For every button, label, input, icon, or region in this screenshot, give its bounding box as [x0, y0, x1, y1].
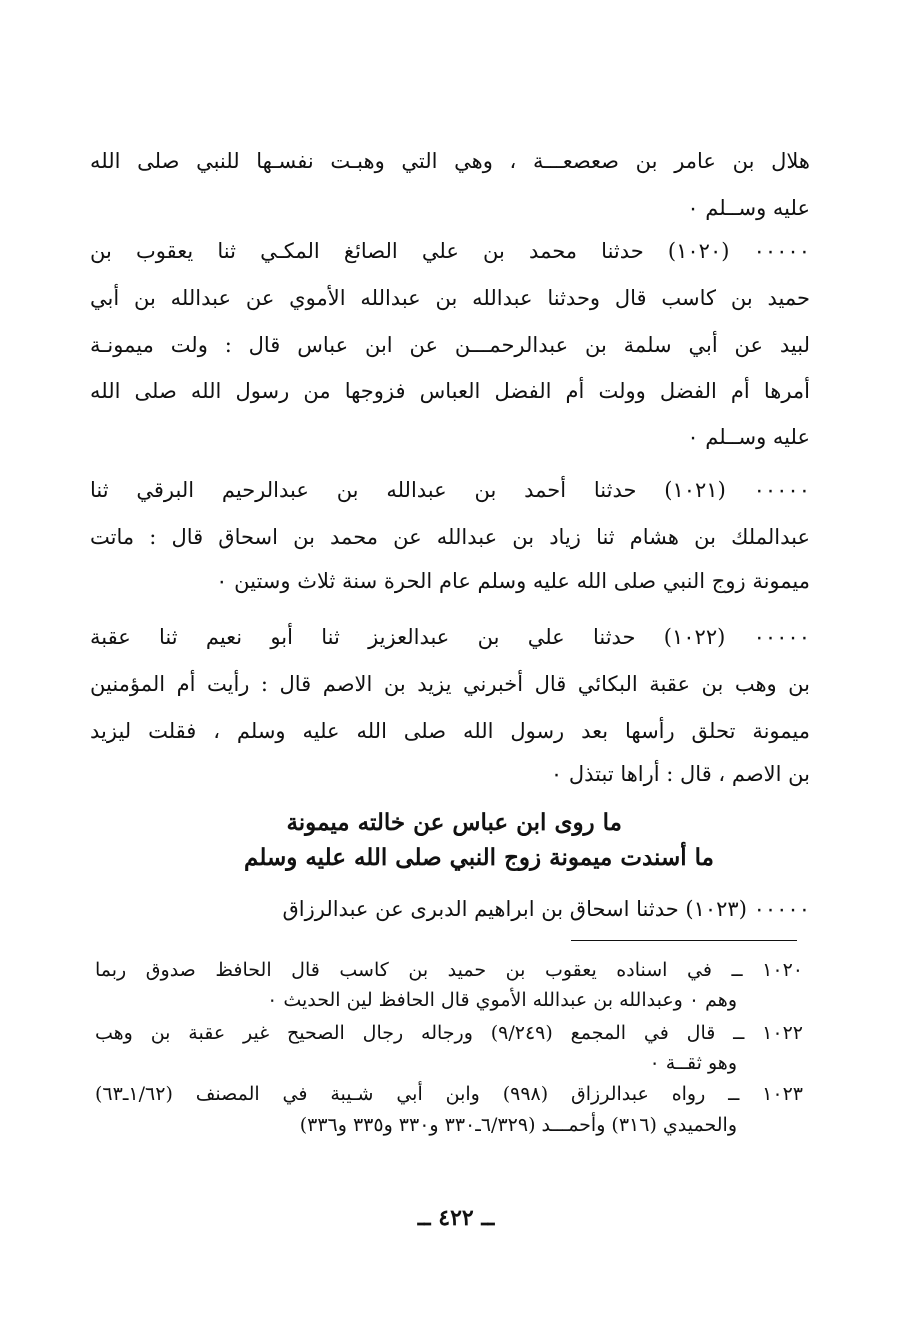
body-line: ميمونة تحلق رأسها بعد رسول الله صلى الله عليه وسلم ، فقلت ليزيد [90, 719, 810, 743]
body-line: أمرها أم الفضل وولت أم الفضل العباس فزوجها من رسول الله صلى الله [90, 379, 810, 403]
body-line: ٠٠٠٠٠ (١٠٢٢) حدثنا علي بن عبدالعزيز ثنا أبو نعيم ثنا عقبة [90, 625, 810, 649]
page-number: ــ ٤٢٢ ــ [417, 1205, 495, 1231]
footnote-separator [571, 940, 797, 941]
footnote-line: ١٠٢٣ ــ رواه عبدالرزاق (٩٩٨) وابن أبي شـيبة في المصنف (١/٦٢ـ٦٣) [95, 1083, 803, 1105]
body-line: ميمونة زوج النبي صلى الله عليه وسلم عام الحرة سنة ثلاث وستين ٠ [216, 569, 810, 593]
body-line: حميد بن كاسب قال وحدثنا عبدالله بن عبدالله الأموي عن عبدالله بن أبي [90, 286, 810, 310]
body-line: عليه وســلم ٠ [687, 425, 810, 449]
body-line: لبيد عن أبي سلمة بن عبدالرحمـــن عن ابن عباس قال : ولت ميمونـة [90, 333, 810, 357]
footnote-line: وهم ٠ وعبدالله بن عبدالله الأموي قال الحافظ لين الحديث ٠ [267, 989, 737, 1011]
section-heading: ما أسندت ميمونة زوج النبي صلى الله عليه وسلم [244, 844, 714, 871]
body-line: عليه وســلم ٠ [687, 196, 810, 220]
body-line: ٠٠٠٠٠ (١٠٢٠) حدثنا محمد بن علي الصائغ المكـي ثنا يعقوب بن [90, 239, 810, 263]
body-line: ٠٠٠٠٠ (١٠٢١) حدثنا أحمد بن عبدالله بن عبدالرحيم البرقي ثنا [90, 478, 810, 502]
body-line: بن وهب بن عقبة البكائي قال أخبرني يزيد بن الاصم قال : رأيت أم المؤمنين [90, 672, 810, 696]
footnote-line: والحميدي (٣١٦) وأحمـــد (٦/٣٢٩ـ٣٣٠ و٣٣٠ و٣٣٥ و٣٣٦) [299, 1114, 737, 1136]
body-line: ٠٠٠٠٠ (١٠٢٣) حدثنا اسحاق بن ابراهيم الدبرى عن عبدالرزاق [282, 897, 810, 921]
section-heading: ما روى ابن عباس عن خالته ميمونة [286, 809, 622, 836]
footnote-line: وهو ثقــة ٠ [649, 1052, 737, 1074]
body-line: عبدالملك بن هشام ثنا زياد بن عبدالله عن محمد بن اسحاق قال : ماتت [90, 525, 810, 549]
footnote-line: ١٠٢٢ ــ قال في المجمع (٩/٢٤٩) ورجاله رجال الصحيح غير عقبة بن وهب [95, 1022, 803, 1044]
body-line: بن الاصم ، قال : أراها تبتذل ٠ [550, 762, 810, 786]
body-line: هلال بن عامر بن صعصعـــة ، وهي التي وهبـت نفسـها للنبي صلى الله [90, 149, 810, 173]
footnote-line: ١٠٢٠ ــ في اسناده يعقوب بن حميد بن كاسب قال الحافظ صدوق ربما [95, 959, 803, 981]
